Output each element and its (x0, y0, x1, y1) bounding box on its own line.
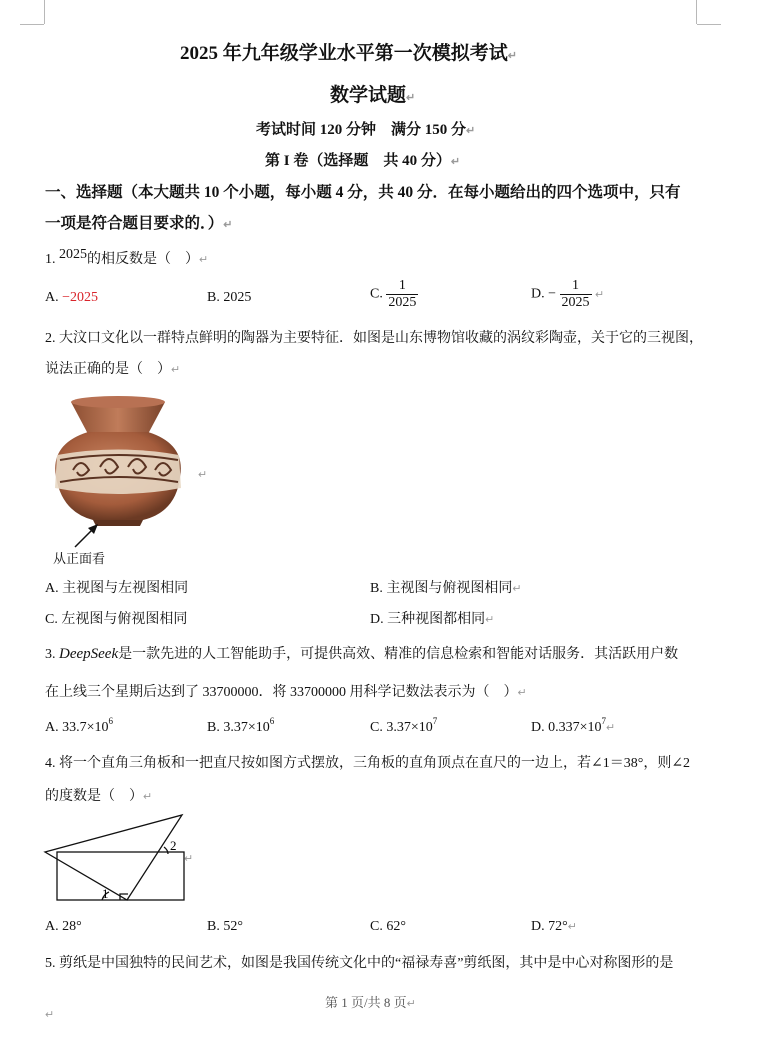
q4-option-c[interactable]: C. 62° (370, 919, 406, 934)
exam-title: 2025 年九年级学业水平第一次模拟考试↵ (180, 43, 517, 64)
q1-option-d-fraction: $\frac{1}{2025}$ (561, 278, 590, 311)
view-direction-arrow (72, 522, 102, 550)
question-1: 1. 2025的相反数是（ ）↵ (45, 247, 209, 267)
pottery-jar-image (48, 392, 198, 532)
angle-2-label: 2 (170, 838, 177, 853)
question-4-line1: 4. 将一个直角三角板和一把直尺按如图方式摆放，三角板的直角顶点在直尺的一边上，若∠1＝38°，则∠2 (45, 756, 691, 771)
crop-mark-top-left-h (20, 24, 44, 25)
question-1-value: 2025 (59, 247, 87, 262)
q1-option-c-fraction: $\frac{1}{2025}$ (388, 278, 417, 311)
crop-mark-top-left (44, 0, 45, 24)
q4-option-b[interactable]: B. 52° (207, 919, 243, 934)
q3-option-c[interactable]: C. $3.37\times 10^7$ (370, 716, 438, 735)
q4-option-a[interactable]: A. 28° (45, 919, 82, 934)
question-3-line1: 3. DeepSeek是一款先进的人工智能助手，可提供高效、精准的信息检索和智能对话服务．其活跃用户数 (45, 646, 679, 662)
crop-mark-top-right-h (697, 24, 721, 25)
part-title: 第 I 卷（选择题 共 40 分）↵ (265, 153, 461, 169)
q2-image-return-mark: ↵ (198, 469, 208, 481)
q3-option-b[interactable]: B. $3.37\times 10^6$ (207, 716, 275, 735)
view-direction-caption: 从正面看 (53, 551, 106, 566)
q1-option-c[interactable]: C. $\frac{1}{2025}$ (370, 278, 417, 311)
question-4-line2: 的度数是（ ）↵ (45, 789, 153, 804)
section-heading-line2: 一项是符合题目要求的．）↵ (45, 215, 233, 232)
trailing-return-mark: ↵ (45, 1009, 55, 1021)
section-heading-line1: 一、选择题（本大题共 10 个小题，每小题 4 分，共 40 分．在每小题给出的四个选项中，只有 (45, 184, 681, 201)
crop-mark-top-right (696, 0, 697, 24)
question-2-line1: 2. 大汶口文化以一群特点鲜明的陶器为主要特征．如图是山东博物馆收藏的涡纹彩陶壶，关于它的三视图， (45, 331, 703, 346)
q3-option-a[interactable]: A. $33.7\times 10^6$ (45, 716, 114, 735)
angle-1-label: 1 (102, 886, 109, 901)
q2-option-d[interactable]: D. 三种视图都相同↵ (370, 612, 495, 627)
q2-option-c[interactable]: C. 左视图与俯视图相同 (45, 612, 188, 627)
q1-option-a[interactable]: A. −2025 (45, 290, 99, 305)
q1-option-b[interactable]: B. 2025 (207, 290, 252, 305)
q4-option-d[interactable]: D. 72°↵ (531, 919, 577, 934)
page-footer: 第 1 页/共 8 页↵ (325, 995, 416, 1010)
exam-info: 考试时间 120 分钟 满分 150 分↵ (256, 122, 476, 138)
subject-title: 数学试题↵ (330, 85, 416, 106)
question-3-line2: 在上线三个星期后达到了 33700000．将 33700000 用科学记数法表示为（ ）↵ (45, 685, 527, 700)
q2-option-a[interactable]: A. 主视图与左视图相同 (45, 581, 189, 596)
ruler-triangle-figure (42, 810, 202, 905)
question-5-line1: 5. 剪纸是中国独特的民间艺术，如图是我国传统文化中的“福禄寿喜”剪纸图，其中是中心对称图形的是 (45, 956, 674, 971)
question-2-line2: 说法正确的是（ ）↵ (45, 362, 181, 377)
q3-option-d[interactable]: D. $0.337\times 10^7↵$ (531, 716, 616, 735)
q2-option-b[interactable]: B. 主视图与俯视图相同↵ (370, 581, 522, 596)
deepseek-brand: DeepSeek (59, 646, 119, 662)
q4-figure-return-mark: ↵ (184, 853, 194, 865)
q1-option-d[interactable]: D. − $\frac{1}{2025}$ ↵ (531, 278, 605, 311)
